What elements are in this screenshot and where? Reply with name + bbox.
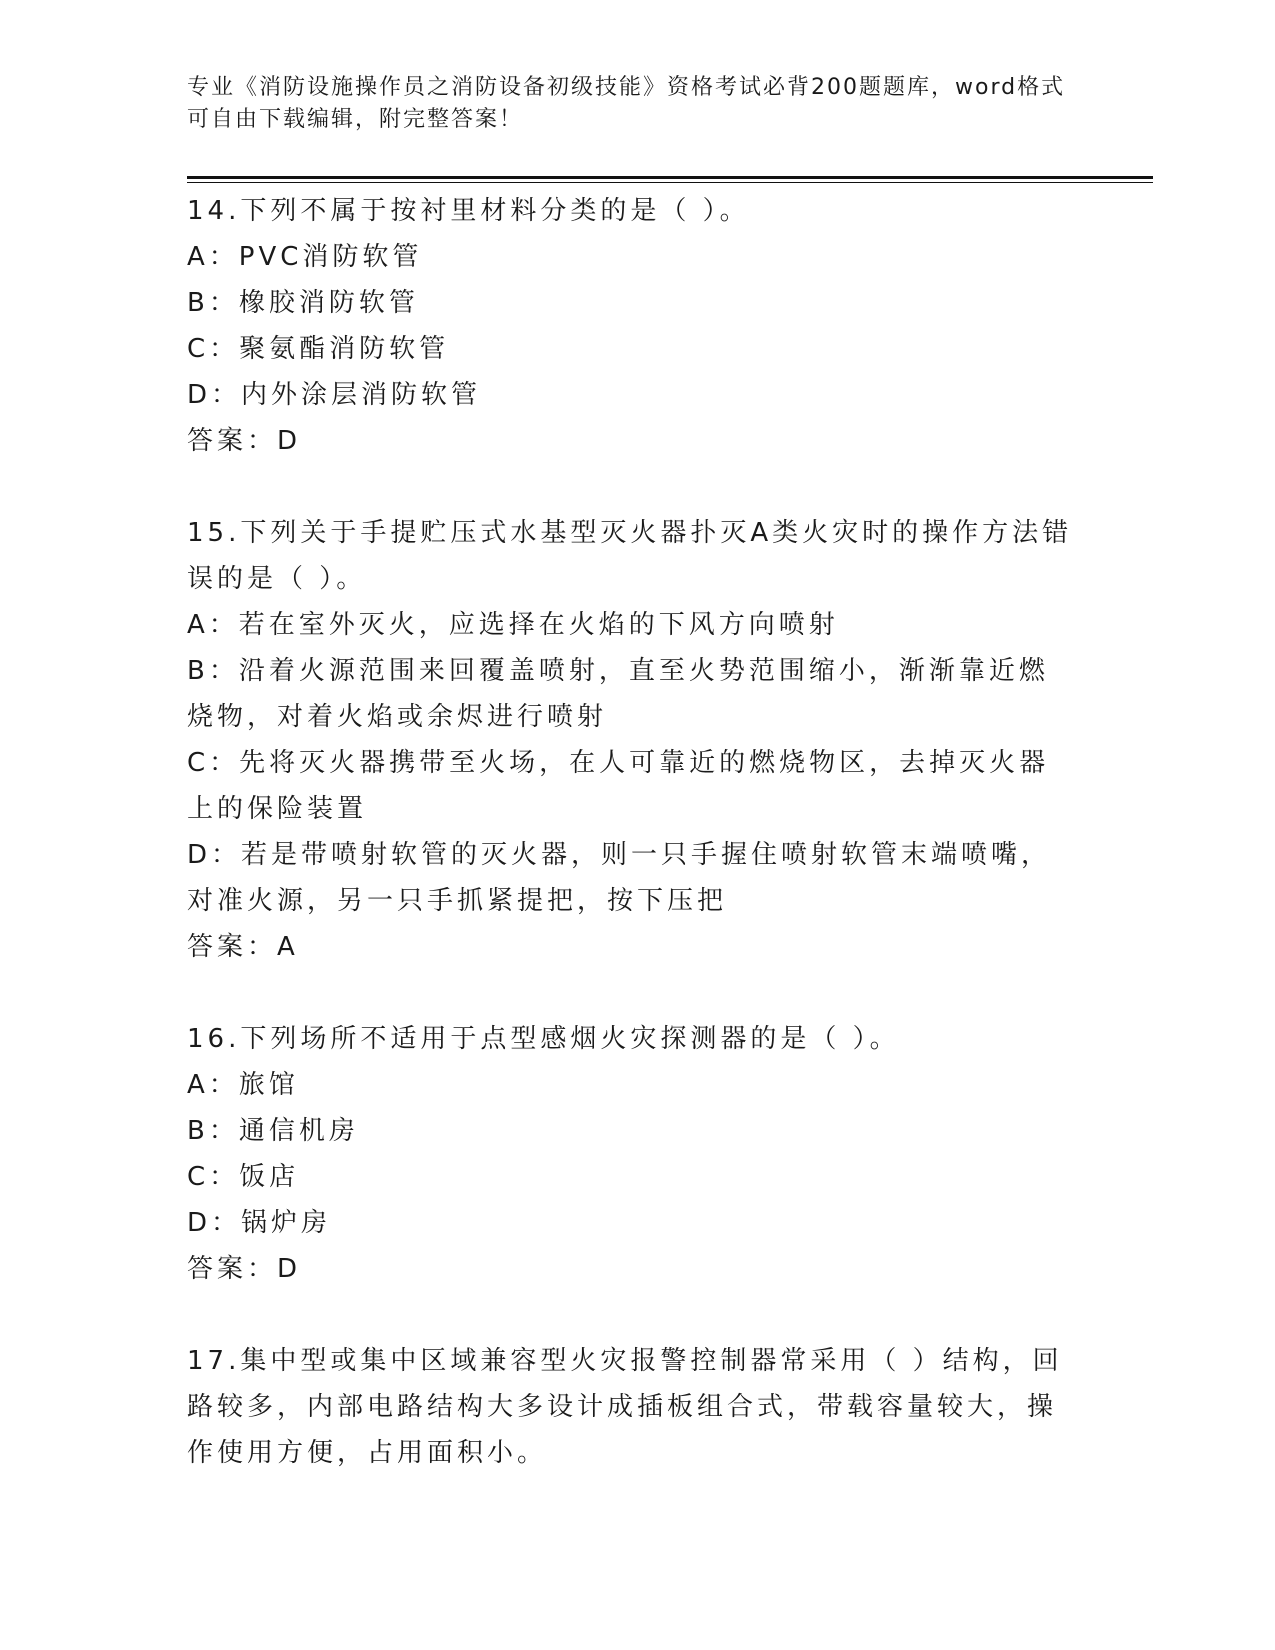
question-stem: 16.下列场所不适用于点型感烟火灾探测器的是（ ）。 — [187, 1024, 900, 1054]
option-d: D：锅炉房 — [187, 1208, 332, 1238]
question-list — [187, 188, 1077, 1476]
document-header: 专业《消防设施操作员之消防设备初级技能》资格考试必背200题题库，word格式可自由下载编辑，附完整答案！ — [187, 75, 1066, 132]
answer: 答案：D — [187, 426, 302, 456]
question-17 — [187, 1338, 1077, 1476]
header-divider-thin — [187, 182, 1153, 183]
question-stem: 17.集中型或集中区域兼容型火灾报警控制器常采用（ ）结构，回路较多，内部电路结构大多设计成插板组合式，带载容量较大，操作使用方便，占用面积小。 — [187, 1346, 1063, 1468]
question-stem: 15.下列关于手提贮压式水基型灭火器扑灭A类火灾时的操作方法错误的是（ ）。 — [187, 518, 1073, 594]
option-c: C：聚氨酯消防软管 — [187, 334, 450, 364]
option-c: C：先将灭火器携带至火场，在人可靠近的燃烧物区，去掉灭火器上的保险装置 — [187, 748, 1050, 824]
option-a: A：PVC消防软管 — [187, 242, 423, 272]
option-d: D：内外涂层消防软管 — [187, 380, 482, 410]
question-16 — [187, 1016, 1077, 1292]
option-b: B：通信机房 — [187, 1116, 359, 1146]
option-b: B：沿着火源范围来回覆盖喷射，直至火势范围缩小，渐渐靠近燃烧物，对着火焰或余烬进行喷射 — [187, 656, 1049, 732]
option-a: A：若在室外灭火，应选择在火焰的下风方向喷射 — [187, 610, 839, 640]
header-divider-thick — [187, 176, 1153, 179]
option-b: B：橡胶消防软管 — [187, 288, 419, 318]
question-stem: 14.下列不属于按衬里材料分类的是（ ）。 — [187, 196, 750, 226]
question-14 — [187, 188, 1077, 464]
option-a: A：旅馆 — [187, 1070, 299, 1100]
question-15 — [187, 510, 1077, 970]
answer: 答案：D — [187, 1254, 302, 1284]
answer: 答案：A — [187, 932, 299, 962]
option-d: D：若是带喷射软管的灭火器，则一只手握住喷射软管末端喷嘴，对准火源，另一只手抓紧提把，按下压把 — [187, 840, 1052, 916]
option-c: C：饭店 — [187, 1162, 300, 1192]
